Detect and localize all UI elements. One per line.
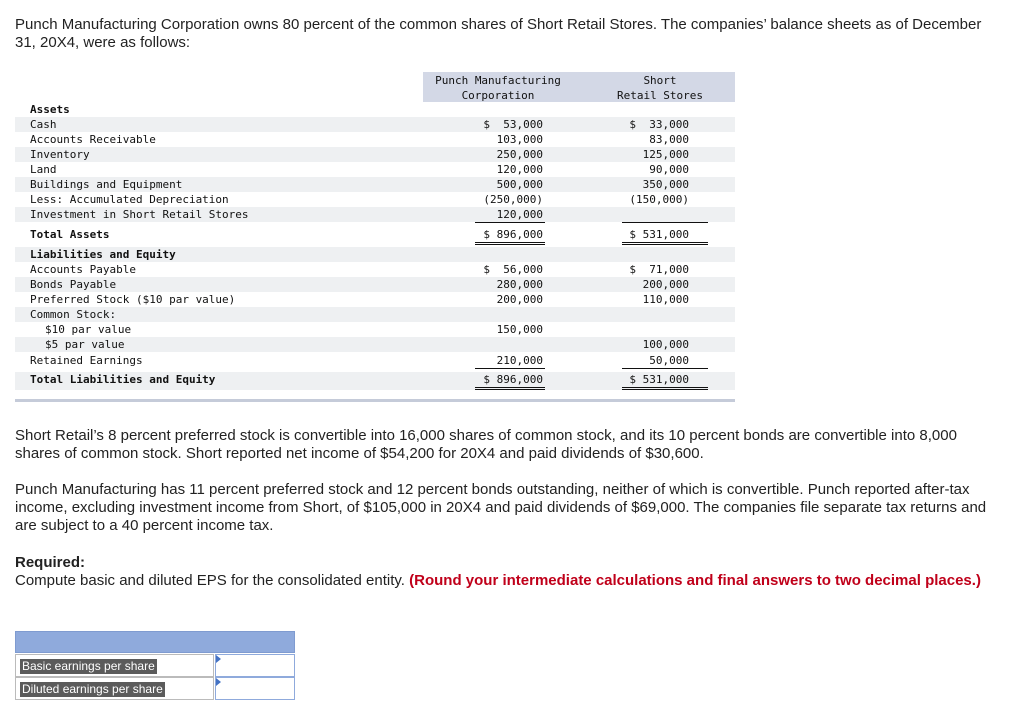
answer-row-basic bbox=[15, 654, 295, 677]
table-row: Investment in Short Retail Stores 120,000 bbox=[15, 207, 735, 222]
column-header-punch: Punch Manufacturing Corporation bbox=[435, 74, 561, 102]
answer-row-diluted bbox=[15, 677, 295, 700]
table-row: Assets bbox=[30, 103, 70, 116]
table-row: $5 par value 100,000 bbox=[15, 337, 735, 352]
required-section bbox=[15, 554, 1005, 590]
required-text: Compute basic and diluted EPS for the consolidated entity. bbox=[15, 572, 405, 589]
table-row: Total Liabilities and Equity $ 896,000 $ 531,000 bbox=[15, 372, 735, 390]
table-row: Inventory 250,000 125,000 bbox=[15, 147, 735, 162]
intro-text: Punch Manufacturing Corporation owns 80 percent of the common shares of Short Retail Stores. The companies’ balance sheets as of December 31, 20X4, were as follows: bbox=[15, 16, 982, 51]
balance-sheet-header bbox=[15, 72, 735, 102]
table-row: Liabilities and Equity bbox=[15, 247, 735, 262]
table-bottom-border bbox=[15, 399, 735, 402]
diluted-eps-label: Diluted earnings per share bbox=[22, 682, 163, 696]
paragraph-short-retail: Short Retail’s 8 percent preferred stock is convertible into 16,000 shares of common stock, and its 10 percent bonds are convertible into 8,000 shares of common stock. Short reported net income of $54,200 for 20X4 and paid dividends of $30,600. bbox=[15, 427, 957, 462]
table-row: Cash $ 53,000 $ 33,000 bbox=[15, 117, 735, 132]
table-row: Less: Accumulated Depreciation (250,000) (150,000) bbox=[30, 193, 689, 206]
basic-eps-label: Basic earnings per share bbox=[22, 659, 155, 673]
rounding-note: (Round your intermediate calculations and final answers to two decimal places.) bbox=[409, 572, 981, 589]
answer-label-cell bbox=[15, 654, 214, 677]
required-title: Required: bbox=[15, 554, 86, 571]
table-row: $10 par value 150,000 bbox=[45, 323, 543, 336]
table-row: Land 120,000 90,000 bbox=[30, 163, 689, 176]
column-header-short: Short Retail Stores bbox=[616, 74, 704, 102]
table-row: Common Stock: bbox=[15, 307, 735, 322]
basic-eps-input[interactable] bbox=[215, 654, 295, 677]
answer-label-cell bbox=[15, 677, 214, 700]
answer-table-header bbox=[15, 631, 295, 653]
required-instructions bbox=[15, 572, 1005, 590]
paragraph-punch: Punch Manufacturing has 11 percent preferred stock and 12 percent bonds outstanding, neither of which is convertible. Punch reported after-tax income, excluding investment income from Short, of $105,000 in 20X4 and paid dividends of $69,000. The companies file separate tax returns and are subject to a 40 percent income tax. bbox=[15, 481, 987, 534]
table-row: Accounts Payable $ 56,000 $ 71,000 bbox=[30, 263, 689, 276]
table-row: Buildings and Equipment 500,000 350,000 bbox=[15, 177, 735, 192]
diluted-eps-input[interactable] bbox=[215, 677, 295, 700]
table-row: Bonds Payable 280,000 200,000 bbox=[15, 277, 735, 292]
table-row: Retained Earnings 210,000 50,000 bbox=[30, 354, 689, 367]
table-row: Total Assets $ 896,000 $ 531,000 bbox=[30, 228, 689, 241]
table-row: Accounts Receivable 103,000 83,000 bbox=[30, 133, 689, 146]
table-row: Preferred Stock ($10 par value) 200,000 110,000 bbox=[30, 293, 689, 306]
